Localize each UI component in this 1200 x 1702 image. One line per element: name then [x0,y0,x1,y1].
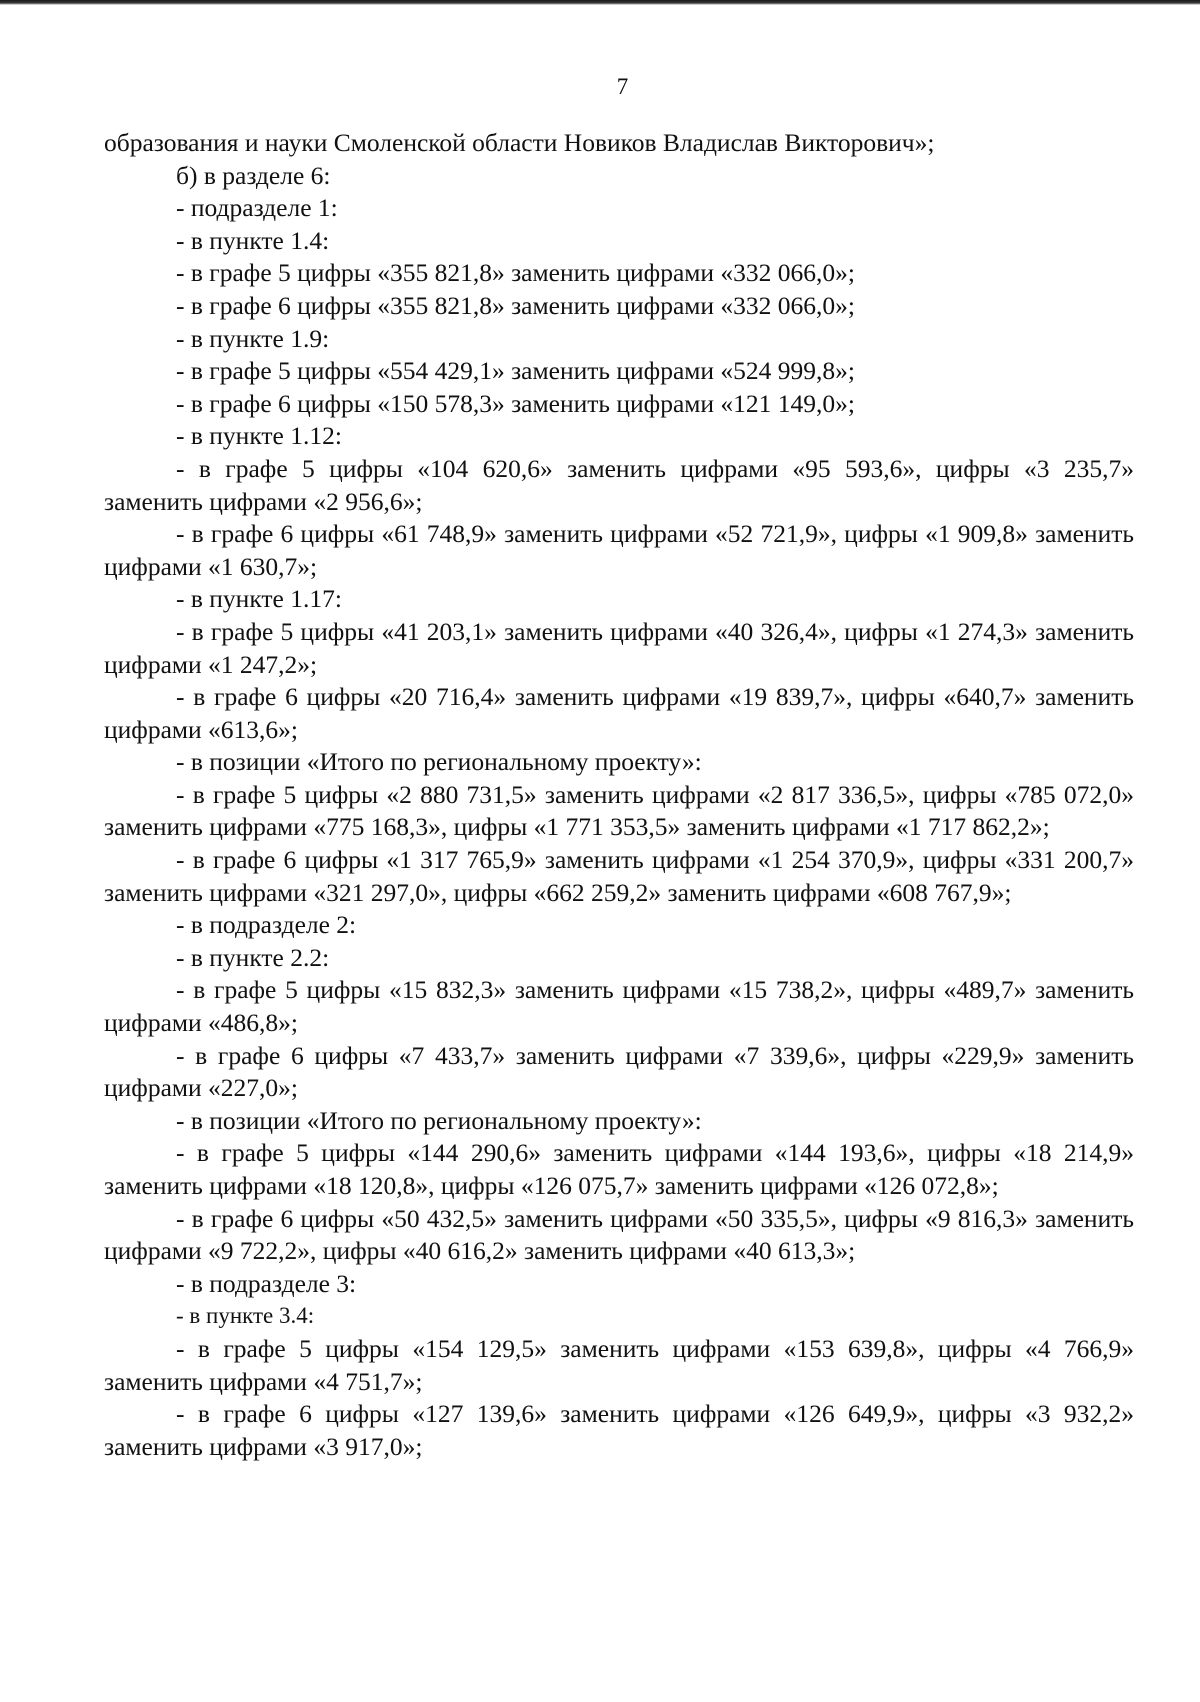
paragraph-item-3-4-column-5: - в графе 5 цифры «154 129,5» заменить цифрами «153 639,8», цифры «4 766,9» заменить цифрами «4 751,7»; [104,1333,1134,1396]
paragraph-continuation: образования и науки Смоленской области Новиков Владислав Викторович»; [104,128,935,157]
paragraph-item-1-12-column-6: - в графе 6 цифры «61 748,9» заменить цифрами «52 721,9», цифры «1 909,8» заменить цифрами «1 630,7»; [104,519,1134,581]
paragraph-subsection-3: - в подразделе 3: [176,1268,357,1298]
paragraph-item-1-4-column-6: - в графе 6 цифры «355 821,8» заменить цифрами «332 066,0»; [176,290,856,320]
paragraph-total-project-2-column-5: - в графе 5 цифры «144 290,6» заменить цифрами «144 193,6», цифры «18 214,9» заменить цифрами «18 120,8», цифры «126 075,7» заменить цифрами «126 072,8»; [104,1138,1134,1200]
paragraph-item-1-9-column-5: - в графе 5 цифры «554 429,1» заменить цифрами «524 999,8»; [176,356,856,386]
paragraph-item-1-17-column-5: - в графе 5 цифры «41 203,1» заменить цифрами «40 326,4», цифры «1 274,3» заменить цифрами «1 247,2»; [104,616,1134,679]
paragraph-item-3-4-column-6: - в графе 6 цифры «127 139,6» заменить цифрами «126 649,9», цифры «3 932,2» заменить цифрами «3 917,0»; [104,1399,1134,1461]
paragraph-total-project-1-column-6: - в графе 6 цифры «1 317 765,9» заменить цифрами «1 254 370,9», цифры «331 200,7» заменить цифрами «321 297,0», цифры «662 259,2» заменить цифрами «608 767,9»; [104,845,1134,907]
paragraph-item-1-9: - в пункте 1.9: [176,323,330,353]
paragraph-item-2-2-column-5: - в графе 5 цифры «15 832,3» заменить цифрами «15 738,2», цифры «489,7» заменить цифрами «486,8»; [104,975,1134,1038]
paragraph-item-2-2: - в пункте 2.2: [176,942,330,972]
paragraph-total-project-2: - в позиции «Итого по региональному проекту»: [176,1105,702,1135]
paragraph-total-project-1: - в позиции «Итого по региональному проекту»: [176,747,702,777]
paragraph-item-1-9-column-6: - в графе 6 цифры «150 578,3» заменить цифрами «121 149,0»; [176,388,856,418]
paragraph-item-3-4: - в пункте 3.4: [176,1303,315,1329]
paragraph-total-project-1-column-5: - в графе 5 цифры «2 880 731,5» заменить цифрами «2 817 336,5», цифры «785 072,0» заменить цифрами «775 168,3», цифры «1 771 353,5» заменить цифрами «1 717 862,2»; [104,779,1134,842]
paragraph-item-1-17-column-6: - в графе 6 цифры «20 716,4» заменить цифрами «19 839,7», цифры «640,7» заменить цифрами «613,6»; [104,682,1134,744]
paragraph-item-1-17: - в пункте 1.17: [176,584,342,614]
page-number: 7 [616,74,629,99]
paragraph-subsection-2: - в подразделе 2: [176,910,357,940]
paragraph-total-project-2-column-6: - в графе 6 цифры «50 432,5» заменить цифрами «50 335,5», цифры «9 816,3» заменить цифрами «9 722,2», цифры «40 616,2» заменить цифрами «40 613,3»; [104,1203,1134,1266]
paragraph-item-1-12: - в пункте 1.12: [176,421,342,451]
paragraph-item-1-4-column-5: - в графе 5 цифры «355 821,8» заменить цифрами «332 066,0»; [176,258,856,288]
document-body [104,127,1134,1463]
paragraph-item-1-4: - в пункте 1.4: [176,225,330,255]
paragraph-subsection-1: - подразделе 1: [176,193,338,223]
scan-top-edge [0,0,1200,5]
paragraph-item-2-2-column-6: - в графе 6 цифры «7 433,7» заменить цифрами «7 339,6», цифры «229,9» заменить цифрами «227,0»; [104,1040,1134,1103]
paragraph-item-1-12-column-5: - в графе 5 цифры «104 620,6» заменить цифрами «95 593,6», цифры «3 235,7» заменить цифрами «2 956,6»; [104,453,1134,516]
paragraph-section-6: б) в разделе 6: [176,160,331,190]
